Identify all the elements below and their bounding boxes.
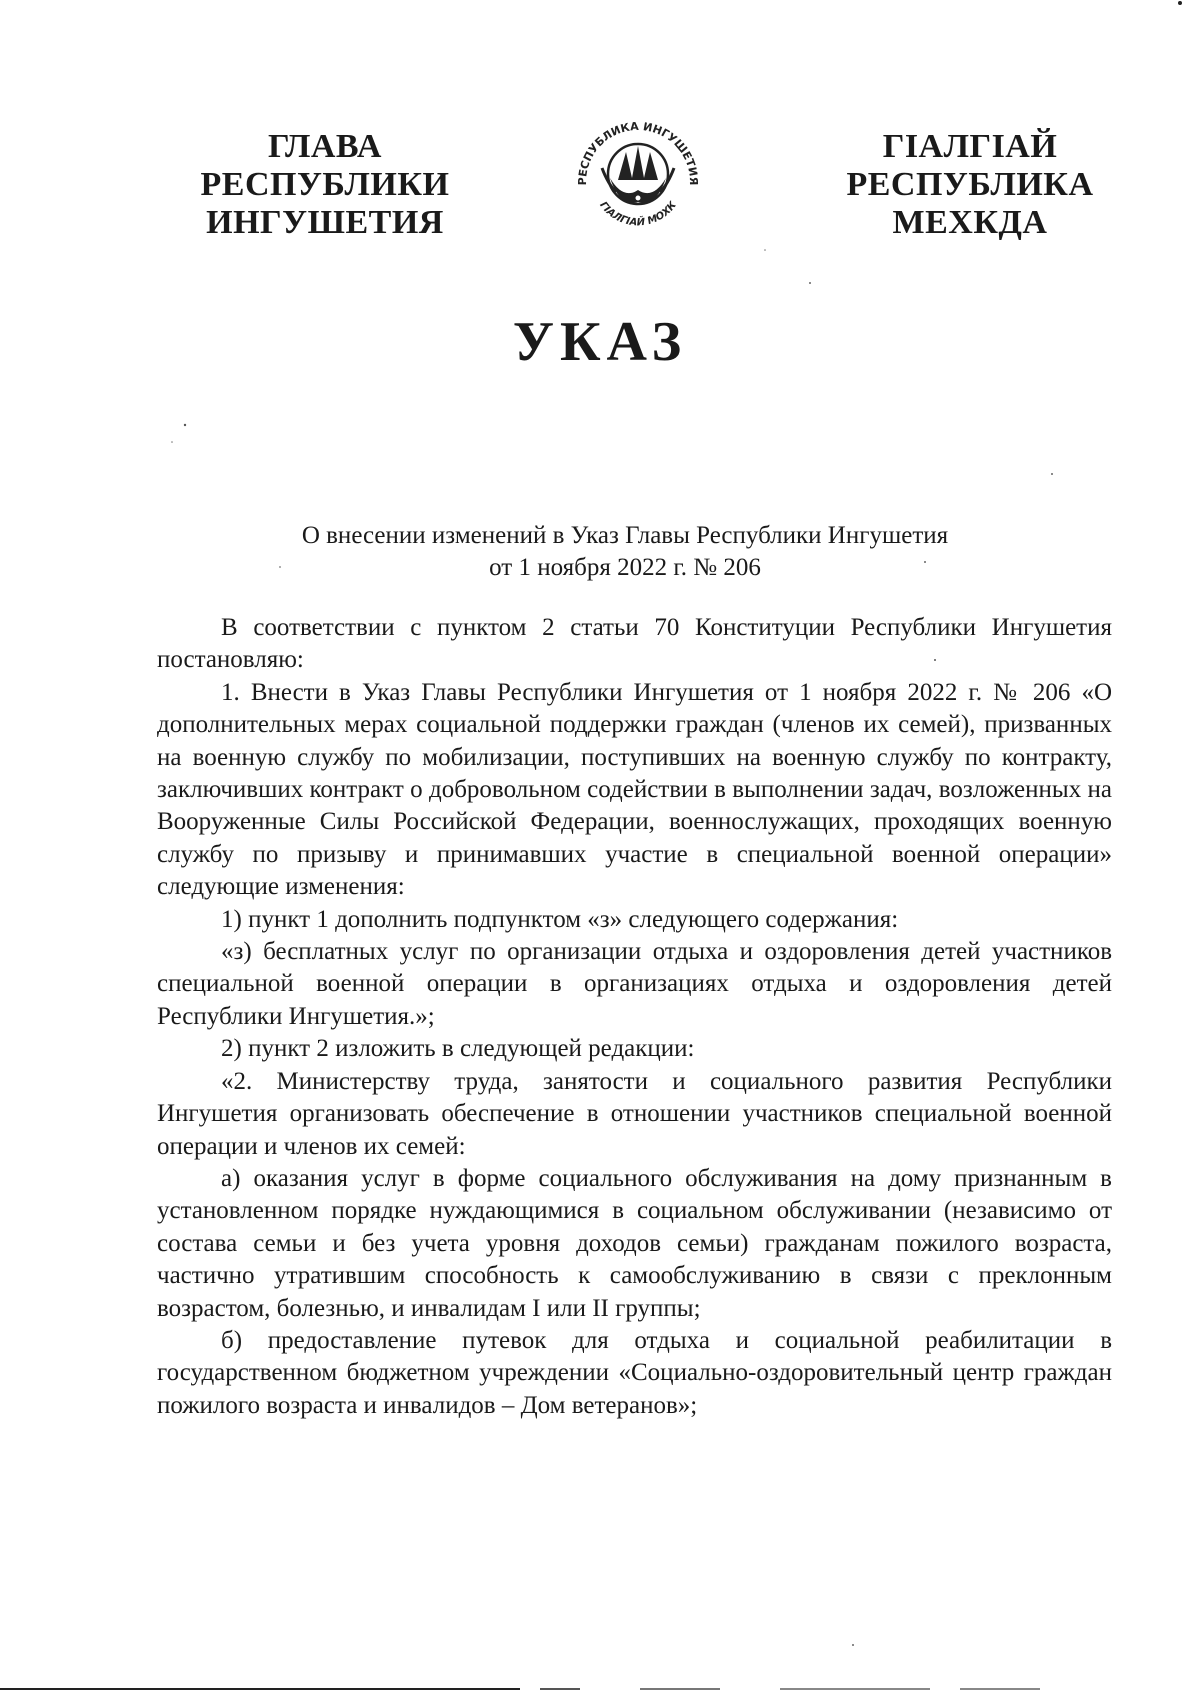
header-left-block (195, 128, 455, 242)
paragraph-subitem-z: «з) бесплатных услуг по организации отдыха и оздоровления детей участников специальной военной операции в организациях отдыха и оздоровления детей Республики Ингушетия.»; (157, 938, 1112, 1030)
header-right-line-1: ГIАЛГIАЙ (882, 128, 1058, 165)
emblem-top-textpath: РЕСПУБЛИКА ИНГУШЕТИЯ (575, 119, 701, 186)
paragraph-item-1: 1. Внести в Указ Главы Республики Ингушетия от 1 ноября 2022 г. № 206 «О дополнительных мерах социальной поддержки граждан (членов их семей), призванных на военную службу по мобилизации, поступивших на военную службу по контракту, заключивших контракт о добровольном содействии в выполнении задач, возложенных на Вооруженные Силы Российской Федерации, военнослужащих, проходящих военную службу по призыву и принимавших участие в специальной военной операции» следующие изменения: (157, 678, 1112, 901)
republic-emblem-icon (568, 110, 708, 240)
paragraph-subitem-a: а) оказания услуг в форме социального обслуживания на дому признанным в установленном порядке нуждающимися в социальном обслуживании (независимо от состава семьи и без учета уровня доходов семьи) гражданам пожилого возраста, частично утратившим способность к самообслуживанию в связи с преклонным возрастом, болезнью, и инвалидам I или II группы; (157, 1164, 1112, 1322)
header-left-line-3: ИНГУШЕТИЯ (206, 204, 444, 241)
decree-title (250, 520, 1000, 584)
paragraph-subitem-2: 2) пункт 2 изложить в следующей редакции: (221, 1035, 695, 1063)
decree-title-line-2: от 1 ноября 2022 г. № 206 (489, 554, 761, 581)
emblem-bottom-textpath: ГIАЛГIАЙ МОХК (597, 199, 679, 229)
header-right-line-2: РЕСПУБЛИКА (846, 166, 1094, 203)
paragraph-subitem-b: б) предоставление путевок для отдыха и социальной реабилитации в государственном бюджетном учреждении «Социально-оздоровительный центр граждан пожилого возраста и инвалидов – Дом ветеранов»; (157, 1326, 1112, 1419)
header-right-block (820, 128, 1120, 242)
header-left-line-1: ГЛАВА (268, 128, 382, 165)
decree-body (157, 612, 1112, 1422)
document-type-heading: УКАЗ (512, 311, 688, 373)
header-left-line-2: РЕСПУБЛИКИ (200, 166, 450, 203)
header-right-line-3: МЕХКДА (892, 204, 1048, 241)
paragraph-preamble: В соответствии с пунктом 2 статьи 70 Конституции Республики Ингушетия постановляю: (157, 614, 1112, 674)
paragraph-subitem-1: 1) пункт 1 дополнить подпунктом «з» следующего содержания: (221, 905, 899, 933)
scan-bottom-edge (0, 1688, 1200, 1690)
paragraph-item-2-new: «2. Министерству труда, занятости и социального развития Республики Ингушетия организовать обеспечение в отношении участников специальной военной операции и членов их семей: (157, 1067, 1112, 1160)
decree-title-line-1: О внесении изменений в Указ Главы Республики Ингушетия (301, 522, 949, 549)
